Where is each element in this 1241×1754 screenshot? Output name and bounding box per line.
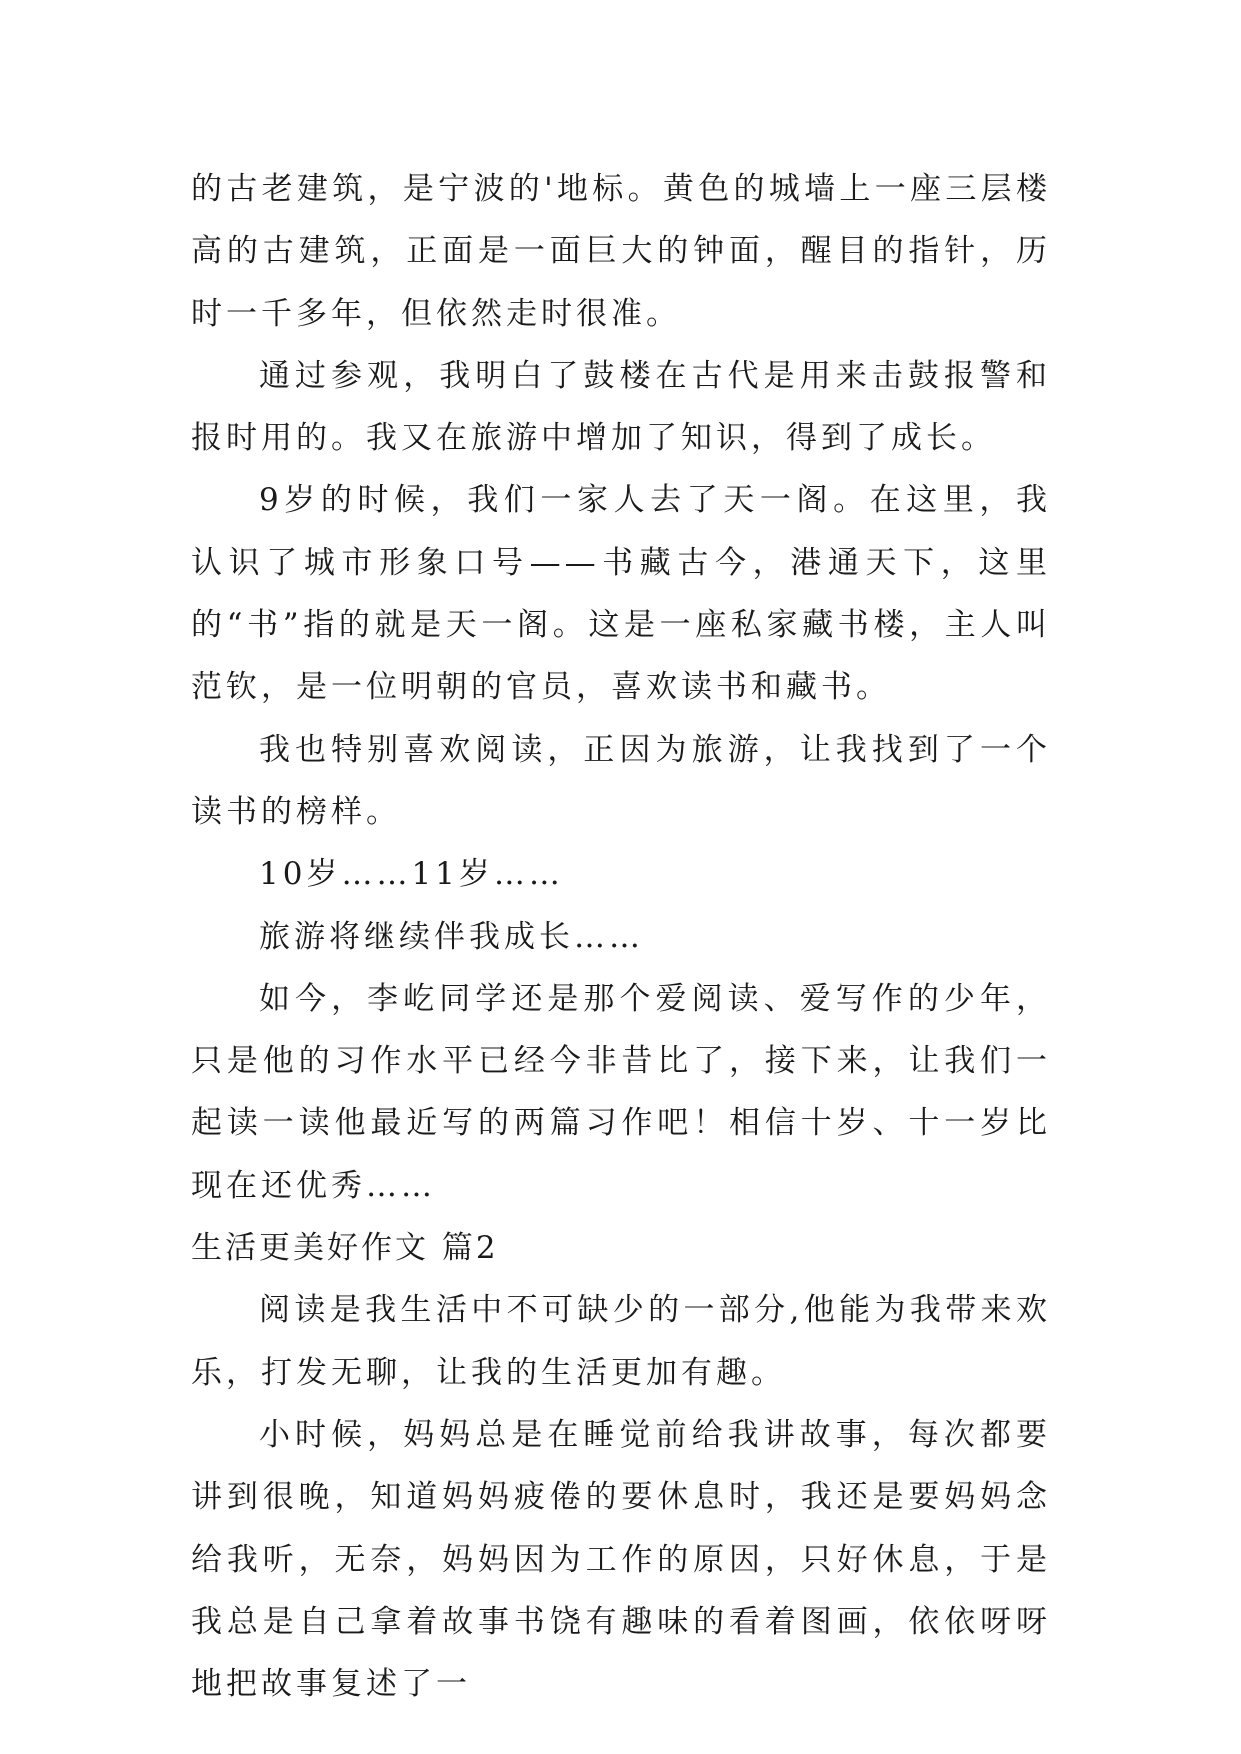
paragraph: 我也特别喜欢阅读，正因为旅游，让我找到了一个读书的榜样。	[191, 731, 1051, 830]
paragraph: 如今，李屹同学还是那个爱阅读、爱写作的少年，只是他的习作水平已经今非昔比了，接下来，让我们一起读一读他最近写的两篇习作吧！相信十岁、十一岁比现在还优秀……	[191, 980, 1051, 1204]
paragraph: 的古老建筑，是宁波的'地标。黄色的城墙上一座三层楼高的古建筑，正面是一面巨大的钟面，醒目的指针，历时一千多年，但依然走时很准。	[191, 171, 1051, 332]
document-body	[191, 158, 1051, 1715]
paragraph: 旅游将继续伴我成长……	[259, 918, 644, 955]
paragraph: 阅读是我生活中不可缺少的一部分,他能为我带来欢乐，打发无聊，让我的生活更加有趣。	[191, 1292, 1051, 1391]
paragraph: 9岁的时候，我们一家人去了天一阁。在这里，我认识了城市形象口号——书藏古今，港通天下，这里的“书”指的就是天一阁。这是一座私家藏书楼，主人叫范钦，是一位明朝的官员，喜欢读书和藏书。	[191, 482, 1051, 706]
paragraph: 通过参观，我明白了鼓楼在古代是用来击鼓报警和报时用的。我又在旅游中增加了知识，得到了成长。	[191, 357, 1051, 457]
paragraph: 小时候，妈妈总是在睡觉前给我讲故事，每次都要讲到很晚，知道妈妈疲倦的要休息时，我还是要妈妈念给我听，无奈，妈妈因为工作的原因，只好休息，于是我总是自己拿着故事书饶有趣味的看着图画，依依呀呀地把故事复述了一	[191, 1416, 1051, 1703]
section-heading: 生活更美好作文 篇2	[191, 1230, 499, 1267]
paragraph: 10岁……11岁……	[259, 856, 564, 893]
